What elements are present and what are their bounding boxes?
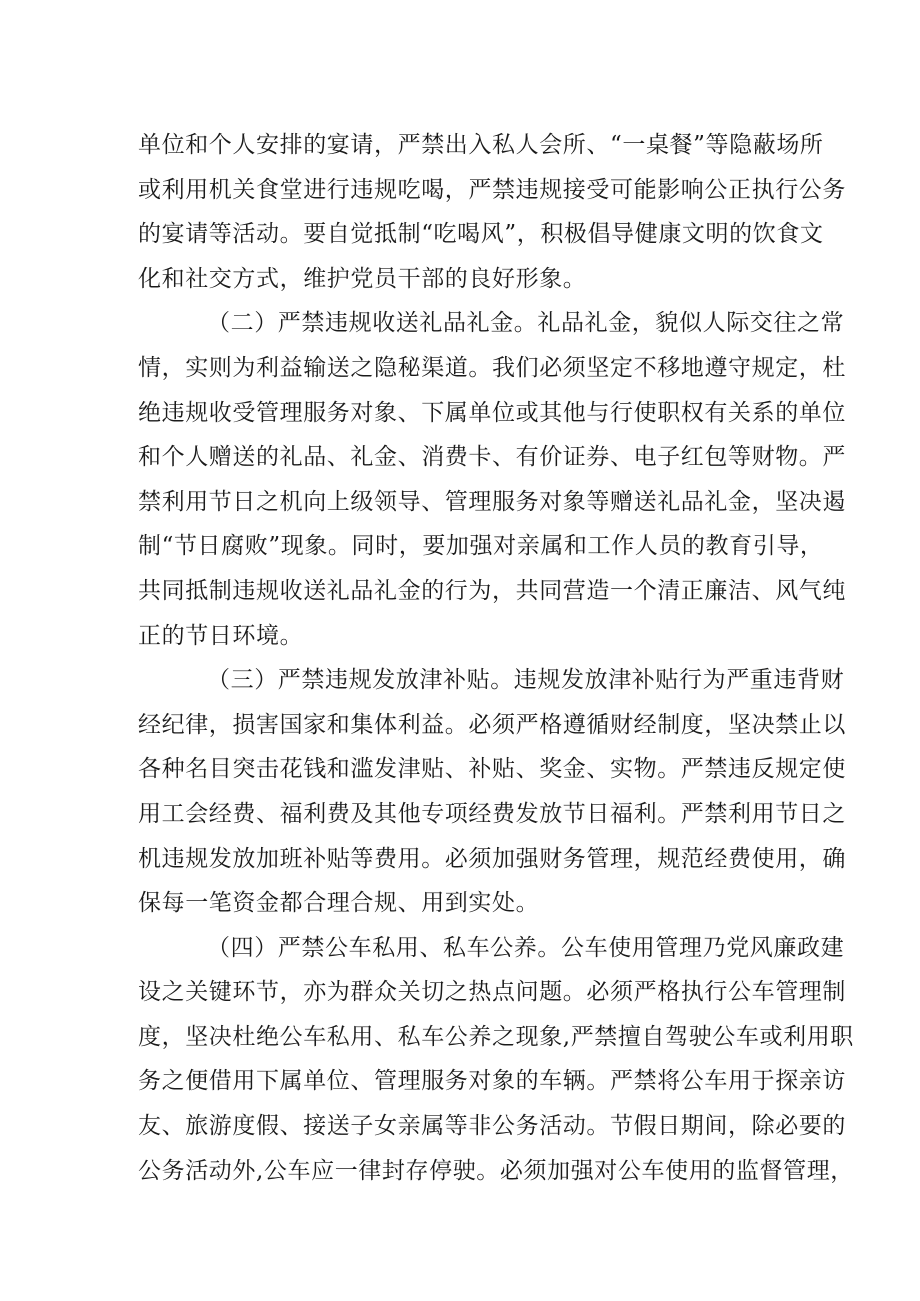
text-line: 单位和个人安排的宴请，严禁出入私人会所、“一桌餐”等隐蔽场所: [138, 132, 824, 158]
text-line: 公务活动外,公车应一律封存停驶。必须加强对公车使用的监督管理，: [138, 1157, 854, 1184]
document-body: [138, 123, 854, 1193]
text-line: （三）严禁违规发放津补贴。违规发放津补贴行为严重违背财: [207, 667, 845, 694]
text-line: 机违规发放加班补贴等费用。必须加强财务管理，规范经费使用，确: [138, 845, 846, 872]
text-line: （二）严禁违规收送礼品礼金。礼品礼金，貌似人际交往之常: [207, 310, 845, 337]
text-line: 情，实则为利益输送之隐秘渠道。我们必须坚定不移地遵守规定，杜: [138, 354, 846, 381]
text-line: 化和社交方式，维护党员干部的良好形象。: [138, 265, 587, 292]
text-line: 禁利用节日之机向上级领导、管理服务对象等赠送礼品礼金，坚决遏: [138, 488, 846, 515]
text-line: （四）严禁公车私用、私车公养。公车使用管理乃党风廉政建: [207, 934, 845, 961]
text-line: 用工会经费、福利费及其他专项经费发放节日福利。严禁利用节日之: [138, 800, 846, 827]
text-line: 或利用机关食堂进行违规吃喝，严禁违规接受可能影响公正执行公务: [138, 176, 846, 203]
text-line: 正的节日环境。: [138, 622, 304, 649]
text-line: 各种名目突击花钱和滥发津贴、补贴、奖金、实物。严禁违反规定使: [138, 756, 846, 783]
text-line: 保每一笔资金都合理合规、用到实处。: [138, 890, 540, 917]
text-line: 和个人赠送的礼品、礼金、消费卡、有价证券、电子红包等财物。严: [138, 444, 846, 471]
text-line: 度，坚决杜绝公车私用、私车公养之现象,严禁擅自驾驶公车或利用职: [138, 1023, 854, 1050]
text-line: 绝违规收受管理服务对象、下属单位或其他与行使职权有关系的单位: [138, 399, 846, 426]
text-line: 共同抵制违规收送礼品礼金的行为，共同营造一个清正廉洁、风气纯: [138, 577, 846, 604]
text-line: 的宴请等活动。要自觉抵制“吃喝风”，积极倡导健康文明的饮食文: [138, 221, 824, 248]
text-line: 经纪律，损害国家和集体利益。必须严格遵循财经制度，坚决禁止以: [138, 711, 846, 738]
text-line: 友、旅游度假、接送子女亲属等非公务活动。节假日期间，除必要的: [138, 1113, 846, 1140]
text-line: 务之便借用下属单位、管理服务对象的车辆。严禁将公车用于探亲访: [138, 1068, 846, 1095]
text-line: 制“节日腐败”现象。同时，要加强对亲属和工作人员的教育引导，: [138, 533, 824, 560]
text-line: 设之关键环节，亦为群众关切之热点问题。必须严格执行公车管理制: [138, 979, 846, 1006]
